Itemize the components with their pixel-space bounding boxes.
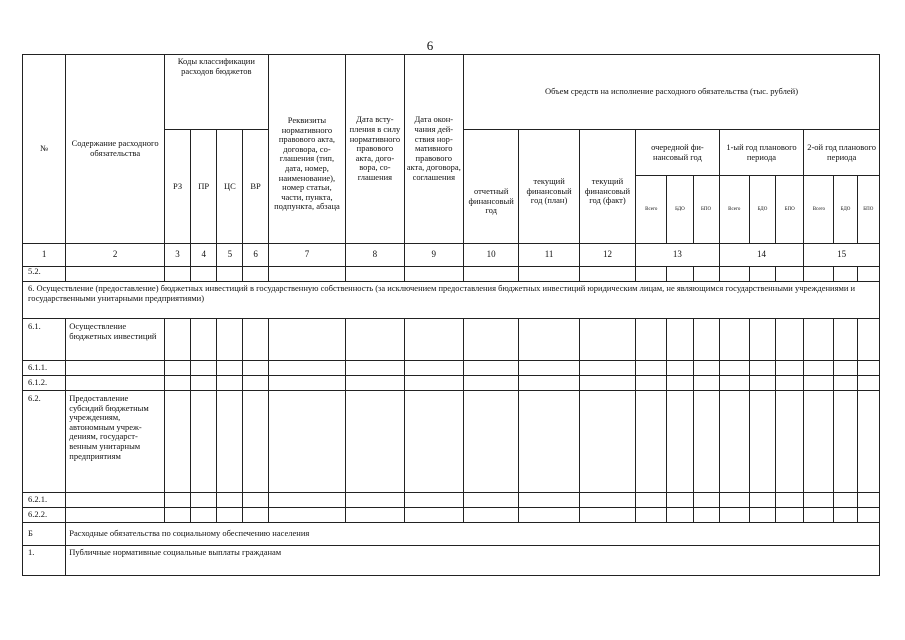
row-code: Б: [23, 523, 66, 546]
table-row: [23, 523, 880, 546]
table-row: [23, 546, 880, 576]
expenditure-obligations-table: [22, 54, 880, 576]
col-number: 1: [23, 244, 66, 267]
header-class-codes: Коды классификации расходов бюджетов: [164, 55, 268, 130]
col-number: 9: [404, 244, 463, 267]
table-row: [23, 493, 880, 508]
section-row: [23, 282, 880, 319]
sub-total: Всего: [719, 176, 749, 244]
sub-bpo: БПО: [693, 176, 719, 244]
header-num: №: [23, 55, 66, 244]
row-description: Предоставление субсидий бюджетным учреждениям, автономным учреждениям, государственным унитарным предприятиям: [66, 391, 165, 493]
col-number: 3: [164, 244, 190, 267]
header-cs: ЦС: [217, 130, 243, 244]
col-number: 5: [217, 244, 243, 267]
row-code: 6.1.: [23, 319, 66, 361]
header-plan-year1: 1-ый год планового периода: [719, 130, 804, 176]
col-number: 4: [191, 244, 217, 267]
sub-bdo: БДО: [749, 176, 775, 244]
col-number: 11: [519, 244, 579, 267]
table-row: [23, 508, 880, 523]
sub-total: Всего: [804, 176, 834, 244]
sub-bdo: БДО: [667, 176, 693, 244]
row-code: 5.2.: [23, 267, 66, 282]
header-volume: Объем средств на исполнение расходного обязательства (тыс. рублей): [463, 55, 879, 130]
header-start-date: Дата вступления в силу нормативного правового акта, договора, соглашения: [346, 55, 404, 244]
sub-bpo: БПО: [776, 176, 804, 244]
row-code: 1.: [23, 546, 66, 576]
header-current-plan: текущий финансовый год (план): [519, 130, 579, 244]
row-code: 6.1.1.: [23, 361, 66, 376]
section-6-title: 6. Осуществление (предоставление) бюджетных инвестиций в государственную собственность (за исключением предоставления бюджетных инвестиций юридическим лицам, не являющимся государственными учреждениями и государственными унитарными предприятиями): [23, 282, 880, 319]
row-code: 6.1.2.: [23, 376, 66, 391]
header-requisites: Реквизиты нормативного правового акта, договора, соглашения (тип, дата, номер, наименование), номер статьи, части, пункта, подпункта, абзаца: [268, 55, 346, 244]
table-row: [23, 267, 880, 282]
header-plan-year2: 2-ой год планового периода: [804, 130, 880, 176]
sub-total: Всего: [636, 176, 667, 244]
sub-bdo: БДО: [834, 176, 857, 244]
col-number: 7: [268, 244, 346, 267]
header-current-fact: текущий финансовый год (факт): [579, 130, 635, 244]
col-number: 2: [66, 244, 165, 267]
header-reporting-year: отчетный финансовый год: [463, 130, 518, 244]
table-row: [23, 319, 880, 361]
table-row: [23, 361, 880, 376]
header-rz: РЗ: [164, 130, 190, 244]
row-code: 6.2.1.: [23, 493, 66, 508]
row-description: Расходные обязательства по социальному обеспечению населения: [66, 523, 880, 546]
col-number: 14: [719, 244, 804, 267]
row-code: 6.2.2.: [23, 508, 66, 523]
header-content: Содержание расходного обязательства: [66, 55, 165, 244]
page-number: 6: [426, 38, 434, 53]
sub-bpo: БПО: [857, 176, 879, 244]
row-description: Осуществление бюджетных инвестиций: [66, 319, 165, 361]
header-pr: ПР: [191, 130, 217, 244]
table-row: [23, 376, 880, 391]
header-end-date: Дата окончания действия нормативного правового акта, договора, соглашения: [404, 55, 463, 244]
row-code: 6.2.: [23, 391, 66, 493]
header-vr: ВР: [243, 130, 268, 244]
col-number: 10: [463, 244, 518, 267]
col-number: 6: [243, 244, 268, 267]
row-description: Публичные нормативные социальные выплаты гражданам: [66, 546, 880, 576]
header-next-year: очередной финансовый год: [636, 130, 720, 176]
table-row: [23, 391, 880, 493]
col-number: 12: [579, 244, 635, 267]
col-number: 13: [636, 244, 720, 267]
col-number: 8: [346, 244, 404, 267]
col-number: 15: [804, 244, 880, 267]
